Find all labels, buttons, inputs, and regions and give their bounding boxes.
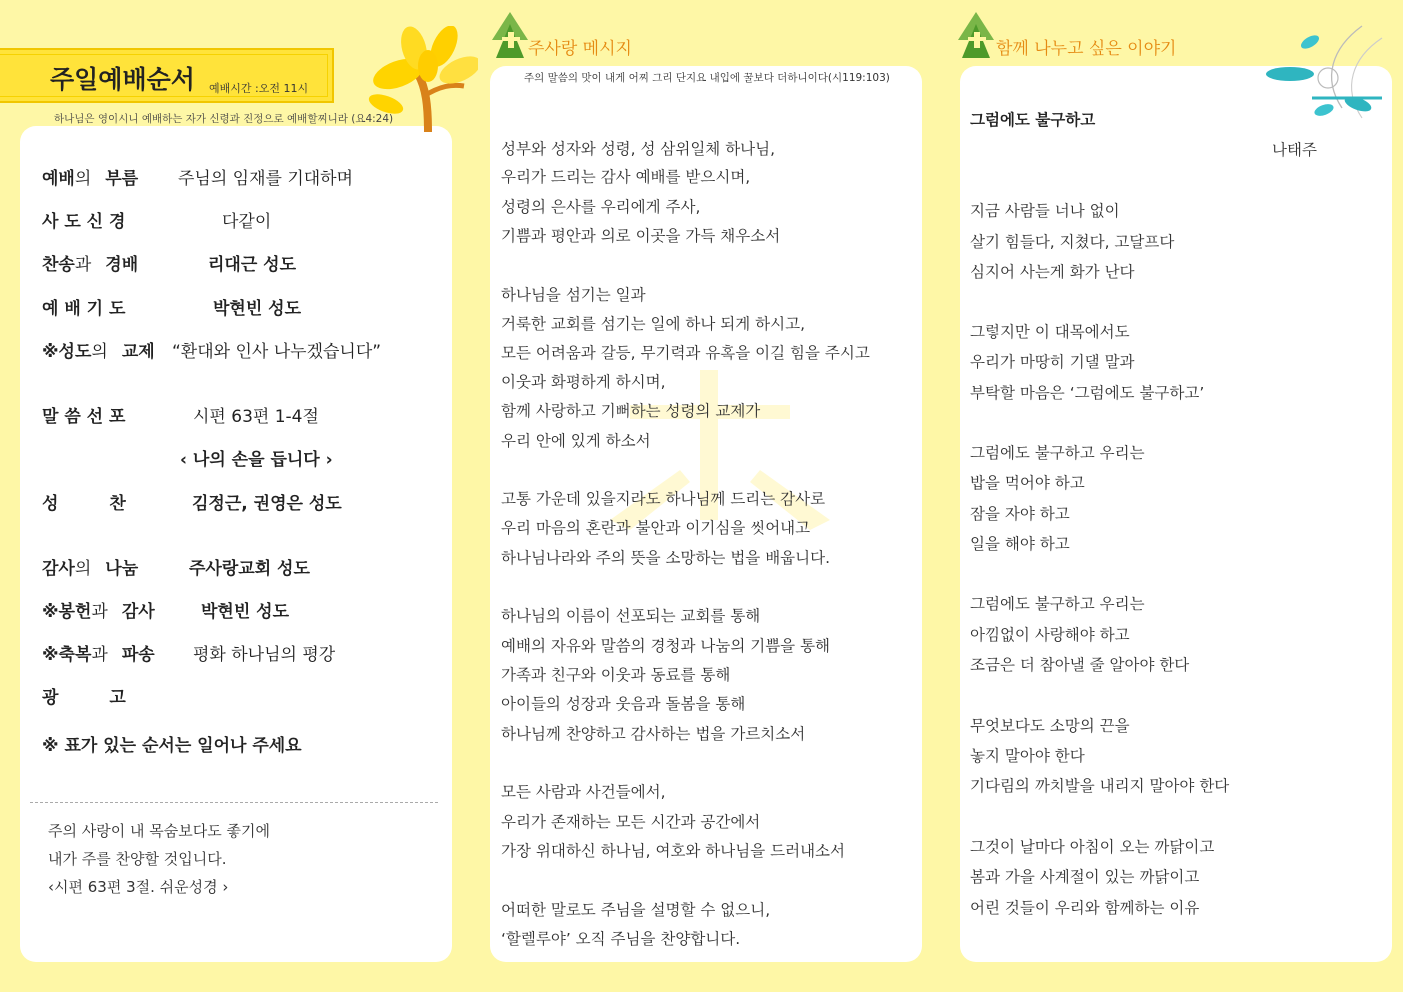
standing-notice: ※ 표가 있는 순서는 일어나 주세요 bbox=[42, 736, 302, 756]
order-label bbox=[42, 164, 138, 189]
message-line: 하나님나라와 주의 뜻을 소망하는 법을 배웁니다. bbox=[501, 549, 831, 567]
order-label-part: ※축복 bbox=[42, 645, 92, 665]
message-line: 성부와 성자와 성령, 성 삼위일체 하나님, bbox=[501, 140, 776, 158]
message-line: 어떠한 말로도 주님을 설명할 수 없으니, bbox=[501, 901, 771, 919]
order-value: ‹ 나의 손을 듭니다 › bbox=[180, 450, 333, 470]
divider bbox=[30, 802, 438, 803]
message-line: 고통 가운데 있을지라도 하나님께 드리는 감사로 bbox=[501, 490, 826, 508]
page-title: 주일예배순서 bbox=[50, 65, 195, 94]
message-line: 우리가 드리는 감사 예배를 받으시며, bbox=[501, 168, 751, 186]
poem-line: 밥을 먹어야 하고 bbox=[970, 474, 1085, 492]
poem-title: 그럼에도 불구하고 bbox=[970, 111, 1096, 129]
message-line: ‘할렐루야’ 오직 주님을 찬양합니다. bbox=[501, 930, 741, 948]
order-value: 시편 63편 1-4절 bbox=[193, 407, 319, 427]
poem-line: 그것이 날마다 아침이 오는 까닭이고 bbox=[970, 838, 1215, 856]
poem-line: 심지어 사는게 화가 난다 bbox=[970, 263, 1135, 281]
message-line: 아이들의 성장과 웃음과 돌봄을 통해 bbox=[501, 695, 746, 713]
order-label-part: 감사 bbox=[121, 602, 155, 622]
poem-line: 우리가 마땅히 기댈 말과 bbox=[970, 353, 1135, 371]
poem-line: 아낌없이 사랑해야 하고 bbox=[970, 626, 1130, 644]
message-line: 모든 사람과 사건들에서, bbox=[501, 783, 666, 801]
message-line: 예배의 자유와 말씀의 경청과 나눔의 기쁨을 통해 bbox=[501, 637, 831, 655]
order-row bbox=[42, 597, 442, 621]
message-line: 함께 사랑하고 기뻐하는 성령의 교제가 bbox=[501, 402, 761, 420]
order-value: 박현빈 성도 bbox=[213, 299, 302, 319]
order-row bbox=[42, 294, 442, 318]
order-row bbox=[42, 640, 442, 664]
message-line: 하나님께 찬양하고 감사하는 법을 가르치소서 bbox=[501, 725, 806, 743]
poem-line: 그렇지만 이 대목에서도 bbox=[970, 323, 1130, 341]
tree-icon bbox=[368, 26, 478, 132]
poem-line: 그럼에도 불구하고 우리는 bbox=[970, 595, 1145, 613]
order-value: 박현빈 성도 bbox=[201, 602, 290, 622]
section-header-story: 함께 나누고 싶은 이야기 bbox=[996, 39, 1177, 59]
order-label bbox=[42, 207, 125, 232]
footer-verse-line: 내가 주를 찬양할 것입니다. bbox=[48, 850, 227, 868]
order-label-particle: 과 bbox=[91, 645, 108, 665]
message-line: 하나님의 이름이 선포되는 교회를 통해 bbox=[501, 607, 761, 625]
order-value: 리대근 성도 bbox=[208, 255, 297, 275]
poem-line: 살기 힘들다, 지쳤다, 고달프다 bbox=[970, 233, 1175, 251]
poem-line: 부탁할 마음은 ‘그럼에도 불구하고’ bbox=[970, 384, 1205, 402]
order-label-part: 예 배 기 도 bbox=[42, 299, 126, 319]
order-value: 다같이 bbox=[222, 212, 272, 232]
order-label-part: 사 도 신 경 bbox=[42, 212, 126, 232]
order-label bbox=[42, 683, 126, 708]
poem-line: 그럼에도 불구하고 우리는 bbox=[970, 444, 1145, 462]
order-label-part: 감사 bbox=[42, 559, 75, 579]
swirl-icon bbox=[1262, 18, 1392, 128]
message-line: 우리가 존재하는 모든 시간과 공간에서 bbox=[501, 813, 761, 831]
message-line: 하나님을 섬기는 일과 bbox=[501, 286, 646, 304]
order-label bbox=[42, 250, 138, 275]
order-value: 주사랑교회 성도 bbox=[189, 559, 310, 579]
order-value: 평화 하나님의 평강 bbox=[193, 645, 336, 665]
order-value: 김정근, 권영은 성도 bbox=[192, 494, 342, 514]
order-label-part: 나눔 bbox=[105, 559, 139, 579]
poem-line: 지금 사람들 너나 없이 bbox=[970, 202, 1120, 220]
order-label-particle: 의 bbox=[91, 342, 108, 362]
order-label-part: ※성도 bbox=[42, 342, 92, 362]
order-label bbox=[42, 337, 155, 362]
poem-line: 봄과 가을 사계절이 있는 까닭이고 bbox=[970, 868, 1200, 886]
order-label-part: 예배 bbox=[42, 169, 75, 189]
poem-line: 조금은 더 참아낼 줄 알아야 한다 bbox=[970, 656, 1190, 674]
triangle-icon bbox=[492, 12, 528, 58]
order-label bbox=[42, 489, 126, 514]
order-label bbox=[42, 554, 138, 579]
order-label bbox=[42, 402, 125, 427]
order-label-part: 말 씀 선 포 bbox=[42, 407, 126, 427]
order-label bbox=[42, 294, 125, 319]
poem-author: 나태주 bbox=[1272, 141, 1317, 159]
order-row bbox=[42, 445, 442, 469]
order-label bbox=[42, 597, 155, 622]
order-label-part: 교제 bbox=[121, 342, 155, 362]
poem-line: 무엇보다도 소망의 끈을 bbox=[970, 717, 1130, 735]
order-label-particle: 과 bbox=[74, 255, 92, 275]
message-line: 거룩한 교회를 섬기는 일에 하나 되게 하시고, bbox=[501, 315, 806, 333]
order-label-part: 광 고 bbox=[42, 688, 126, 708]
poem-line: 잠을 자야 하고 bbox=[970, 505, 1070, 523]
poem-line: 기다림의 까치발을 내리지 말아야 한다 bbox=[970, 777, 1230, 795]
header-verse: 하나님은 영이시니 예배하는 자가 신령과 진정으로 예배할찌니라 (요4:24) bbox=[54, 113, 394, 125]
order-value: 주님의 임재를 기대하며 bbox=[178, 169, 354, 189]
order-value: “환대와 인사 나누겠습니다” bbox=[172, 342, 382, 362]
message-verse: 주의 말씀의 맛이 내게 어찌 그리 단지요 내입에 꿀보다 더하니이다(시119:103) bbox=[524, 72, 890, 84]
order-label-part: 찬송 bbox=[42, 255, 75, 275]
order-row bbox=[42, 164, 442, 188]
order-label bbox=[42, 640, 155, 665]
order-label-particle: 과 bbox=[91, 602, 108, 622]
order-row bbox=[42, 207, 442, 231]
poem-line: 일을 해야 하고 bbox=[970, 535, 1070, 553]
order-row bbox=[42, 489, 442, 513]
order-label-particle: 의 bbox=[74, 169, 92, 189]
service-time: 예배시간 :오전 11시 bbox=[209, 82, 309, 95]
message-line: 우리 안에 있게 하소서 bbox=[501, 432, 651, 450]
poem-line: 놓지 말아야 한다 bbox=[970, 747, 1085, 765]
section-header-message: 주사랑 메시지 bbox=[528, 39, 632, 59]
footer-verse-line: 주의 사랑이 내 목숨보다도 좋기에 bbox=[48, 822, 270, 840]
order-row bbox=[42, 402, 442, 426]
order-label-part: 부름 bbox=[105, 169, 139, 189]
order-label-part: 경배 bbox=[105, 255, 139, 275]
triangle-icon bbox=[958, 12, 994, 58]
message-line: 가족과 친구와 이웃과 동료를 통해 bbox=[501, 666, 731, 684]
order-row bbox=[42, 683, 442, 707]
message-line: 기쁨과 평안과 의로 이곳을 가득 채우소서 bbox=[501, 227, 781, 245]
footer-verse-ref: ‹시편 63편 3절. 쉬운성경 › bbox=[48, 878, 229, 896]
message-line: 모든 어려움과 갈등, 무기력과 유혹을 이길 힘을 주시고 bbox=[501, 344, 870, 362]
order-row bbox=[42, 554, 442, 578]
message-line: 우리 마음의 혼란과 불안과 이기심을 씻어내고 bbox=[501, 519, 811, 537]
message-line: 이웃과 화평하게 하시며, bbox=[501, 373, 666, 391]
cross-watermark-icon bbox=[590, 370, 850, 540]
order-label-part: ※봉헌 bbox=[42, 602, 92, 622]
order-label-particle: 의 bbox=[74, 559, 92, 579]
message-line: 가장 위대하신 하나님, 여호와 하나님을 드러내소서 bbox=[501, 842, 845, 860]
order-label-part: 파송 bbox=[121, 645, 155, 665]
order-label-part: 성 찬 bbox=[42, 494, 126, 514]
order-row bbox=[42, 337, 442, 361]
order-row bbox=[42, 250, 442, 274]
poem-line: 어린 것들이 우리와 함께하는 이유 bbox=[970, 899, 1200, 917]
message-line: 성령의 은사를 우리에게 주사, bbox=[501, 198, 701, 216]
